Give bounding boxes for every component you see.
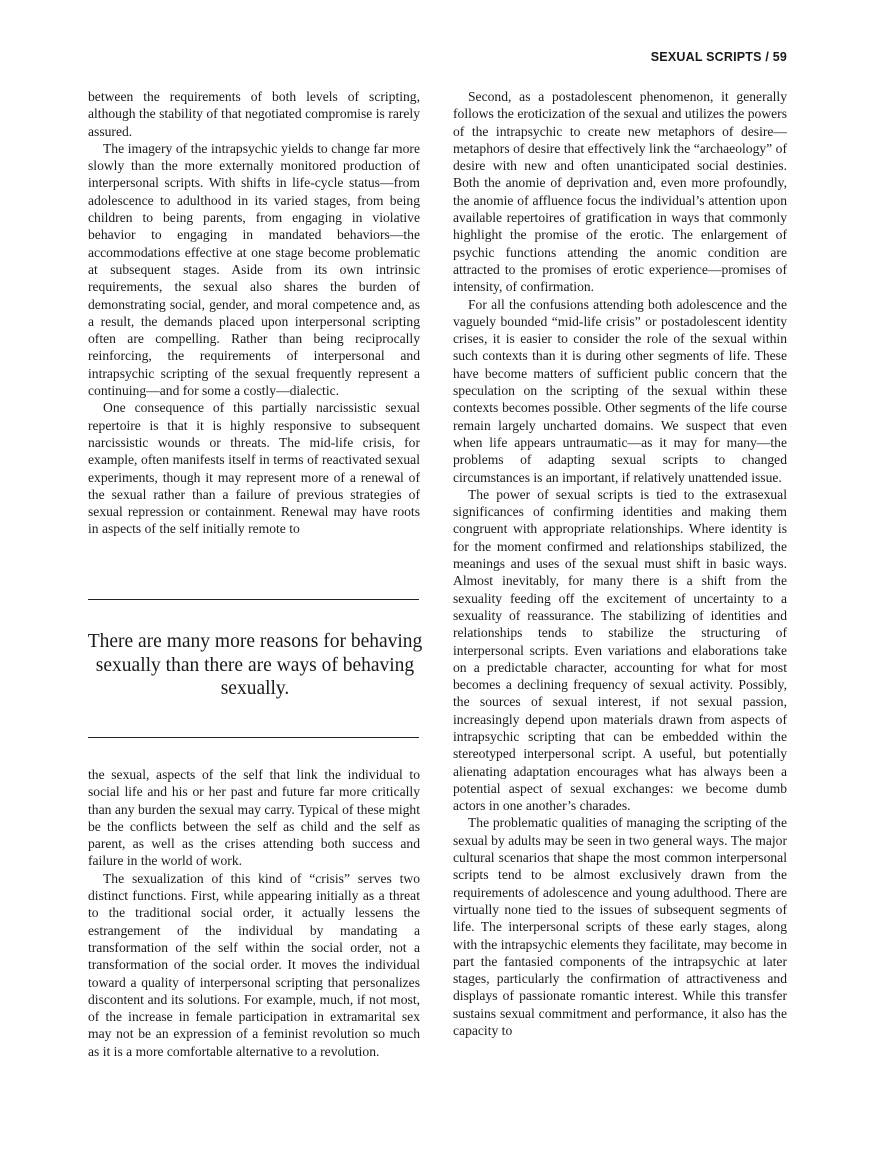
paragraph: One consequence of this partially narcissistic sexual repertoire is that it is highly responsive to subsequent narcissistic wounds or threats. The mid-life crisis, for example, often manifests itself in terms of reactivated sexual experiments, though it may represent more of a renewal of the sexual rather than a failure of previous strategies of sexual repression or containment. Renewal may have roots in aspects of the self initially remote to [88,400,420,537]
right-column [453,88,787,1039]
paragraph: For all the confusions attending both adolescence and the vaguely bounded “mid-life crisis” or postadolescent identity crises, it is easier to consider the role of the sexual within such contexts than it is during other segments of life. These have become matters of sufficient public concern that the speculation on the scripting of the sexual within these contexts becomes possible. Other segments of the life course remain largely uncharted domains. We suspect that even when life appears untraumatic—as it may for many—the problems of adapting sexual scripts to changed circumstances is an important, if relatively unattended issue. [453,296,787,485]
paragraph: The power of sexual scripts is tied to the extrasexual significances of confirming identities and making them congruent with appropriate relationships. Where identity is for the moment confirmed and relationships stabilized, the meanings and uses of the sexual must shift in basic ways. Almost inevitably, for many there is a shift from the sexuality feeding off the excitement of uncertainty to a sexuality of reassurance. The stabilizing of identities and relationships tends to stabilize the structuring of interpersonal scripts. Even variations and elaborations take on a predictable character, accounting for what for most becomes a declining frequency of sexual activity. Possibly, the sources of sexual interest, if not sexual passion, increasingly depend upon materials drawn from aspects of intrapsychic scripting that can be embedded within the stereotyped interpersonal script. A useful, but potentially alienating adaptation encourages what has always been a potential aspect of sexual exchanges: we become dumb actors in one another’s charades. [453,486,787,814]
left-column-top [88,88,420,538]
paragraph: The sexualization of this kind of “crisis” serves two distinct functions. First, while appearing initially as a threat to the traditional social order, it actually lessens the estrangement of the individual by mandating a transformation of the self within the social order, not a transformation of the social order. It moves the individual toward a quality of interpersonal scripting that personalizes discontent and its solutions. For example, much, if not most, of the increase in female participation in extramarital sex may not be an expression of a feminist revolution so much as it is a more comfortable alternative to a revolution. [88,870,420,1059]
paragraph: the sexual, aspects of the self that link the individual to social life and his or her past and future far more critically than any burden the sexual may carry. Typical of these might be the conflicts between the self as child and the self as parent, as well as the crises attending both success and failure in the world of work. [88,767,420,869]
pull-quote: There are many more reasons for behaving sexually than there are ways of behaving sexually. [87,631,423,699]
left-column-bottom [88,766,420,1060]
pull-quote-top-rule [88,599,419,600]
paragraph: The problematic qualities of managing the scripting of the sexual by adults may be seen in two general ways. The major cultural scenarios that shape the most common interpersonal scripts tend to be almost exclusively drawn from the requirements of adolescence and young adulthood. There are virtually none tied to the issues of subsequent segments of life. The interpersonal scripts of these early stages, along with the intrapsychic elements they facilitate, may become in part the fantasied components of the intrapsychic at later stages, particularly the confirmation of attractiveness and displays of passionate romantic interest. While this transfer sustains sexual commitment and performance, it also has the capacity to [453,815,787,1039]
running-header: SEXUAL SCRIPTS / 59 [650,50,787,64]
paragraph: The imagery of the intrapsychic yields to change far more slowly than the more externally monitored production of interpersonal scripts. With shifts in life-cycle status—from adolescence to adulthood in its varied stages, from being children to being parents, from engaging in violative behavior to engaging in mandated behaviors—the accommodations effective at one stage become problematic at subsequent stages. Aside from its own intrinsic requirements, the sexual also shares the burden of demonstrating social, gender, and moral competence and, as a result, the demands placed upon interpersonal scripting often are compelling. Rather than being reciprocally reinforcing, the requirements of interpersonal and intrapsychic scripting of the sexual frequently represent a continuing—and for some a costly—dialectic. [88,140,420,399]
paragraph: Second, as a postadolescent phenomenon, it generally follows the eroticization of the sexual and utilizes the powers of the intrapsychic to create new metaphors of desire—metaphors of desire that effectively link the “archaeology” of desire with new and often unanticipated social destinies. Both the anomie of deprivation and, even more profoundly, the anomie of affluence focus the individual’s attention upon available repertoires of gratification in ways that commonly highlight the promise of the erotic. The enlargement of psychic functions attending the anomic condition are attracted to the promises of erotic experience—promises of intensity, of confirmation. [453,89,787,295]
paragraph: between the requirements of both levels of scripting, although the stability of that negotiated compromise is rarely assured. [88,89,420,139]
pull-quote-bottom-rule [88,737,419,738]
